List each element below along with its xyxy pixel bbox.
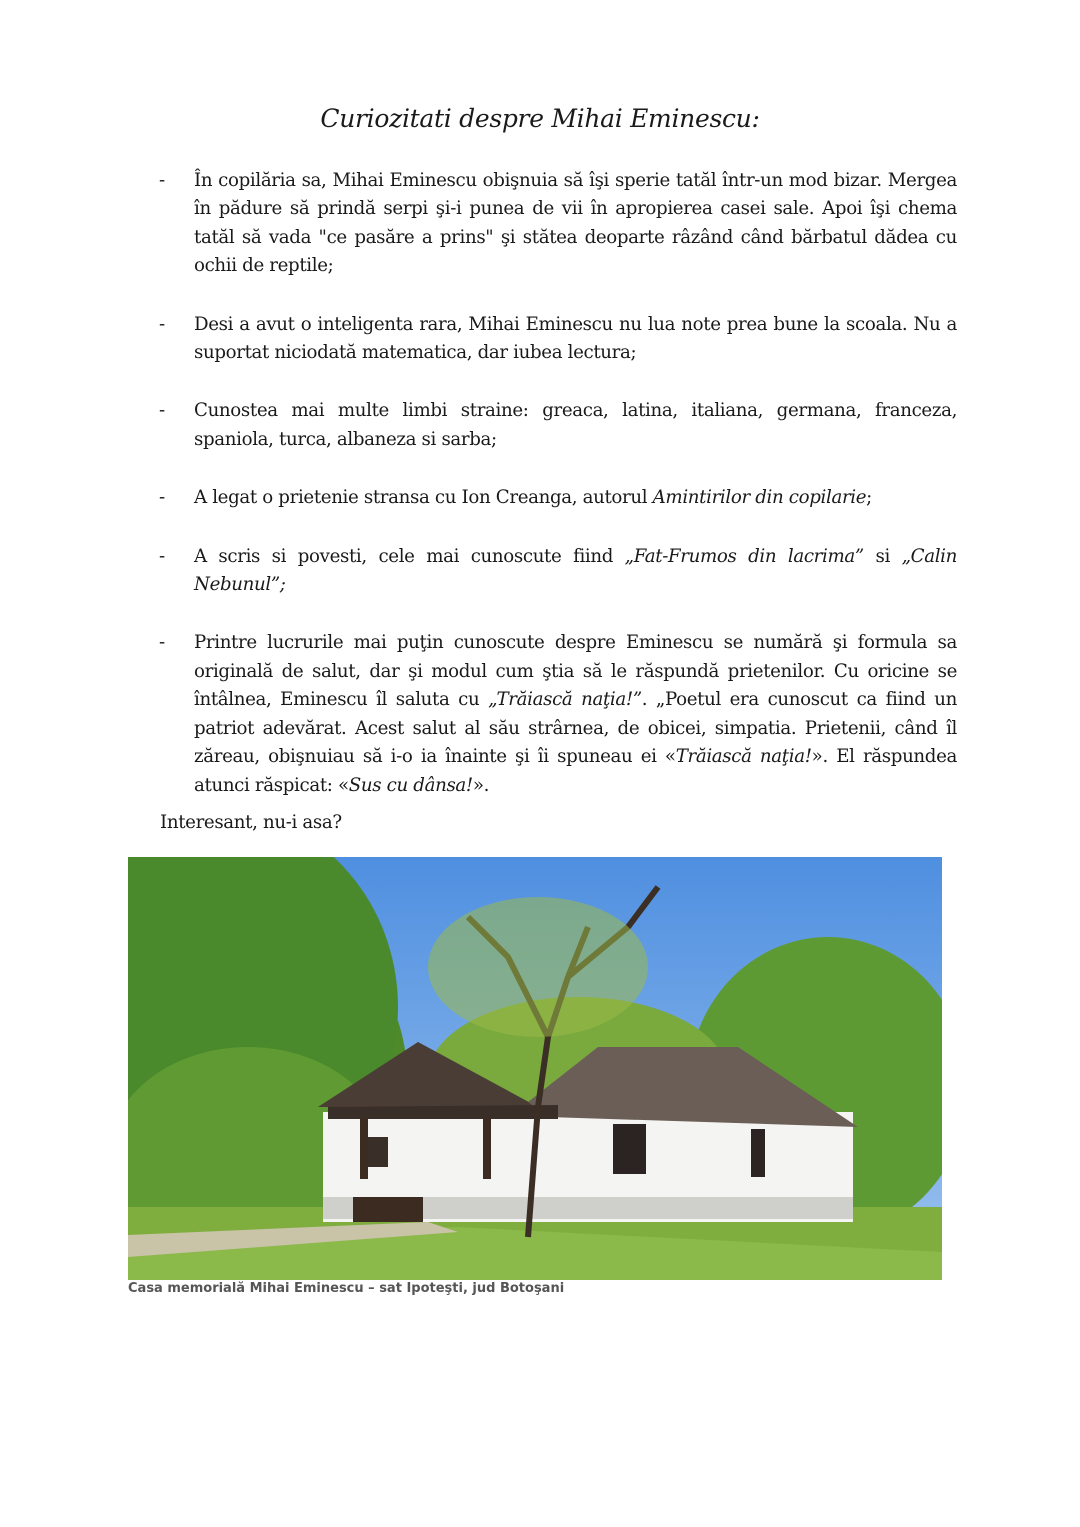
list-item [157,311,957,368]
item-text: . „Poetul era cunoscut ca fiind un patriot adevărat. Acest salut al său strârnea, de obicei, simpatia. Prietenii, când îl zăreau, obişnuiau să i-o ia înainte şi îi spuneau ei « [194,689,957,768]
italic-text: Trăiască naţia! [675,746,812,768]
page-title: Curiozitati despre Mihai Eminescu: [320,104,760,133]
bullet-dash: - [159,487,165,509]
bullet-dash: - [159,632,165,654]
item-text: ». [472,774,490,796]
italic-text: Amintirilor din copilarie [652,487,867,509]
closing-remark: Interesant, nu-i asa? [160,812,342,833]
bullet-dash: - [159,400,165,422]
memorial-house-photo [128,857,942,1280]
item-text: ; [866,487,872,509]
item-text: A scris si povesti, cele mai cunoscute fiind [194,545,625,567]
list-item [157,397,957,454]
house-photo-illustration [128,857,942,1280]
item-text: Printre lucrurile mai puţin cunoscute despre Eminescu se numără şi formula sa originală de salut, dar şi modul cum ştia să le răspundă prietenilor. Cu oricine se întâlnea, Eminescu îl saluta cu [194,632,957,711]
italic-text: „Trăiască naţia!” [488,689,642,711]
item-text: si [863,545,902,567]
item-text: Cunostea mai multe limbi straine: greaca, latina, italiana, germana, franceza, spaniola, turca, albaneza si sarba; [194,400,957,450]
italic-text: „Calin Nebunul”; [194,545,957,596]
italic-text: Sus cu dânsa! [348,774,473,796]
bullet-dash: - [159,313,165,335]
bullet-dash: - [159,545,165,567]
italic-text: „Fat-Frumos din lacrima” [624,545,864,567]
list-item [157,629,957,799]
list-item [157,484,957,512]
item-text: În copilăria sa, Mihai Eminescu obişnuia să îşi sperie tatăl într-un mod bizar. Mergea în pădure să prindă serpi şi-i punea de vii în apropierea casei sale. Apoi îşi chema tatăl să vada "ce pasăre a prins" şi stătea deoparte râzând când bărbatul dădea cu ochii de reptile; [194,170,957,277]
curiosities-list [157,167,957,830]
bullet-dash: - [159,170,165,191]
item-text: ». El răspundea atunci răspicat: « [194,746,957,796]
item-text: A legat o prietenie stransa cu Ion Creanga, autorul [194,487,653,509]
photo-caption: Casa memorială Mihai Eminescu – sat Ipoteşti, jud Botoşani [128,1281,565,1296]
list-item [157,167,957,281]
list-item [157,543,957,600]
item-text: Desi a avut o inteligenta rara, Mihai Eminescu nu lua note prea bune la scoala. Nu a suportat niciodată matematica, dar iubea lectura; [194,313,957,364]
